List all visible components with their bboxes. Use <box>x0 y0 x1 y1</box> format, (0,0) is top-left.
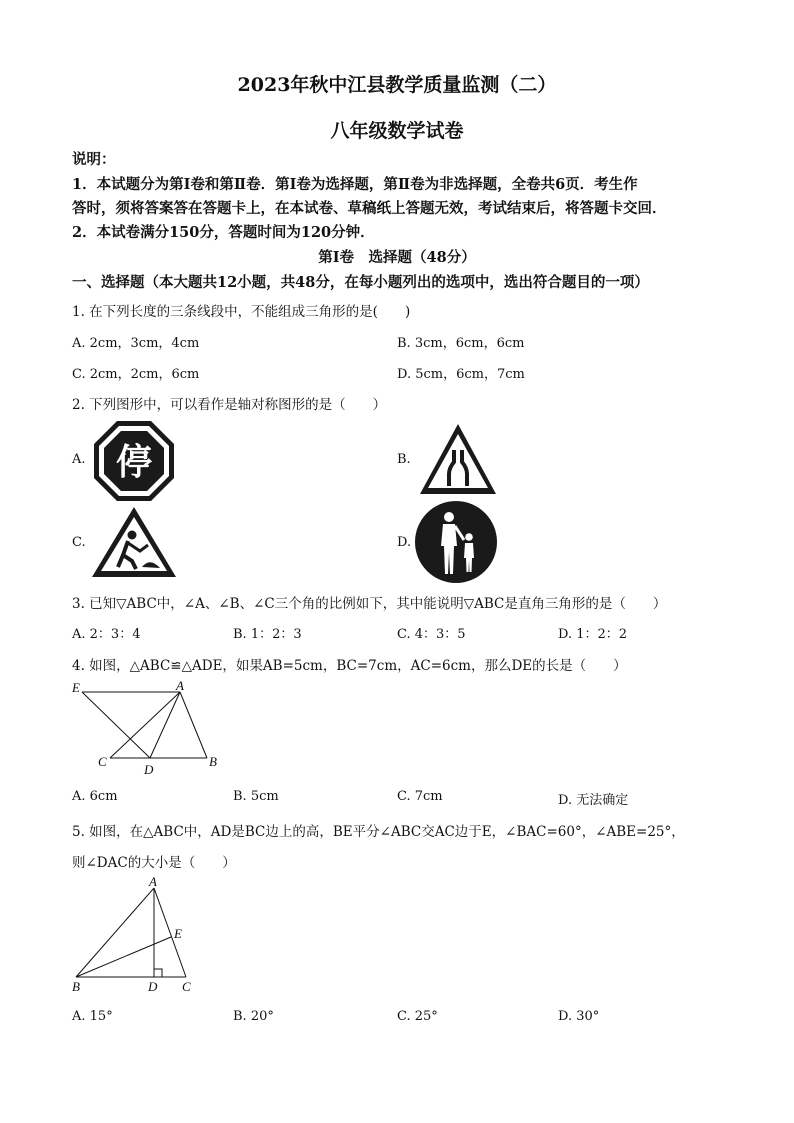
q5-option-d[interactable]: D. 30° <box>558 1009 600 1024</box>
q1-option-a[interactable]: A. 2cm，3cm，4cm <box>72 336 200 351</box>
q4-congruent-triangles-figure <box>70 680 230 780</box>
q5-triangle-altitude-figure <box>70 876 210 996</box>
q4-label-a: A <box>176 678 184 693</box>
question-1-stem: 1. 在下列长度的三条线段中，不能组成三角形的是( ) <box>72 304 411 320</box>
notes-line-2: 答时，须将答案答在答题卡上，在本试卷、草稿纸上答题无效，考试结束后，将答题卡交回． <box>72 200 667 217</box>
q5-label-c: C <box>182 979 191 994</box>
q5-label-d: D <box>148 979 158 994</box>
q5-label-e: E <box>174 926 182 941</box>
road-work-sign-icon <box>90 505 178 579</box>
q2-option-c[interactable]: C. <box>72 535 86 550</box>
notes-line-1: 1．本试题分为第Ⅰ卷和第Ⅱ卷．第Ⅰ卷为选择题，第Ⅱ卷为非选择题，全卷共6页．考生作 <box>72 176 638 193</box>
road-narrows-sign-icon <box>418 422 498 496</box>
exam-subtitle: 八年级数学试卷 <box>330 120 464 142</box>
question-5-stem-line-2: 则∠DAC的大小是（ ） <box>72 855 236 871</box>
q4-label-e: E <box>72 680 80 695</box>
q2-option-d[interactable]: D. <box>397 535 412 550</box>
q3-option-c[interactable]: C. 4：3：5 <box>397 627 466 642</box>
section-instruction: 一、选择题（本大题共12小题，共48分，在每小题列出的选项中，选出符合题目的一项） <box>72 274 649 291</box>
q3-option-b[interactable]: B. 1：2：3 <box>233 627 302 642</box>
q5-option-b[interactable]: B. 20° <box>233 1009 274 1024</box>
q3-option-a[interactable]: A. 2：3：4 <box>72 627 141 642</box>
section-title: 第Ⅰ卷 选择题（48分） <box>318 249 476 266</box>
notes-line-3: 2．本试卷满分150分，答题时间为120分钟． <box>72 224 375 241</box>
question-4-stem: 4. 如图，△ABC≌△ADE，如果AB=5cm，BC=7cm，AC=6cm，那么DE的长是（ ） <box>72 658 627 674</box>
q2-option-a[interactable]: A. <box>72 452 86 467</box>
q4-option-c[interactable]: C. 7cm <box>397 789 443 804</box>
notes-heading: 说明： <box>72 151 116 168</box>
q5-option-c[interactable]: C. 25° <box>397 1009 438 1024</box>
q3-option-d[interactable]: D. 1：2：2 <box>558 627 628 642</box>
question-2-stem: 2. 下列图形中，可以看作是轴对称图形的是（ ） <box>72 397 387 413</box>
q4-option-a[interactable]: A. 6cm <box>72 789 118 804</box>
pedestrian-adult-child-sign-icon <box>414 500 498 584</box>
q1-option-c[interactable]: C. 2cm，2cm，6cm <box>72 367 200 382</box>
exam-title: 2023年秋中江县教学质量监测（二） <box>237 74 557 96</box>
q2-option-b[interactable]: B. <box>397 452 411 467</box>
q4-label-c: C <box>98 754 107 769</box>
q1-option-d[interactable]: D. 5cm，6cm，7cm <box>397 367 525 382</box>
question-3-stem: 3. 已知▽ABC中，∠A、∠B、∠C三个角的比例如下，其中能说明▽ABC是直角三角形的是（ ） <box>72 596 667 612</box>
stop-sign-character: 停 <box>115 442 153 483</box>
q4-label-d: D <box>144 762 154 777</box>
question-5-stem: 5. 如图，在△ABC中，AD是BC边上的高，BE平分∠ABC交AC边于E，∠BAC=60°，∠ABE=25°， <box>72 824 685 840</box>
q5-label-a: A <box>149 874 157 889</box>
q4-option-b[interactable]: B. 5cm <box>233 789 279 804</box>
q5-label-b: B <box>72 979 80 994</box>
stop-sign-octagon-icon <box>93 420 175 502</box>
q4-option-d[interactable]: D. 无法确定 <box>558 793 629 808</box>
q4-label-b: B <box>209 754 217 769</box>
q1-option-b[interactable]: B. 3cm，6cm，6cm <box>397 336 525 351</box>
q5-option-a[interactable]: A. 15° <box>72 1009 113 1024</box>
